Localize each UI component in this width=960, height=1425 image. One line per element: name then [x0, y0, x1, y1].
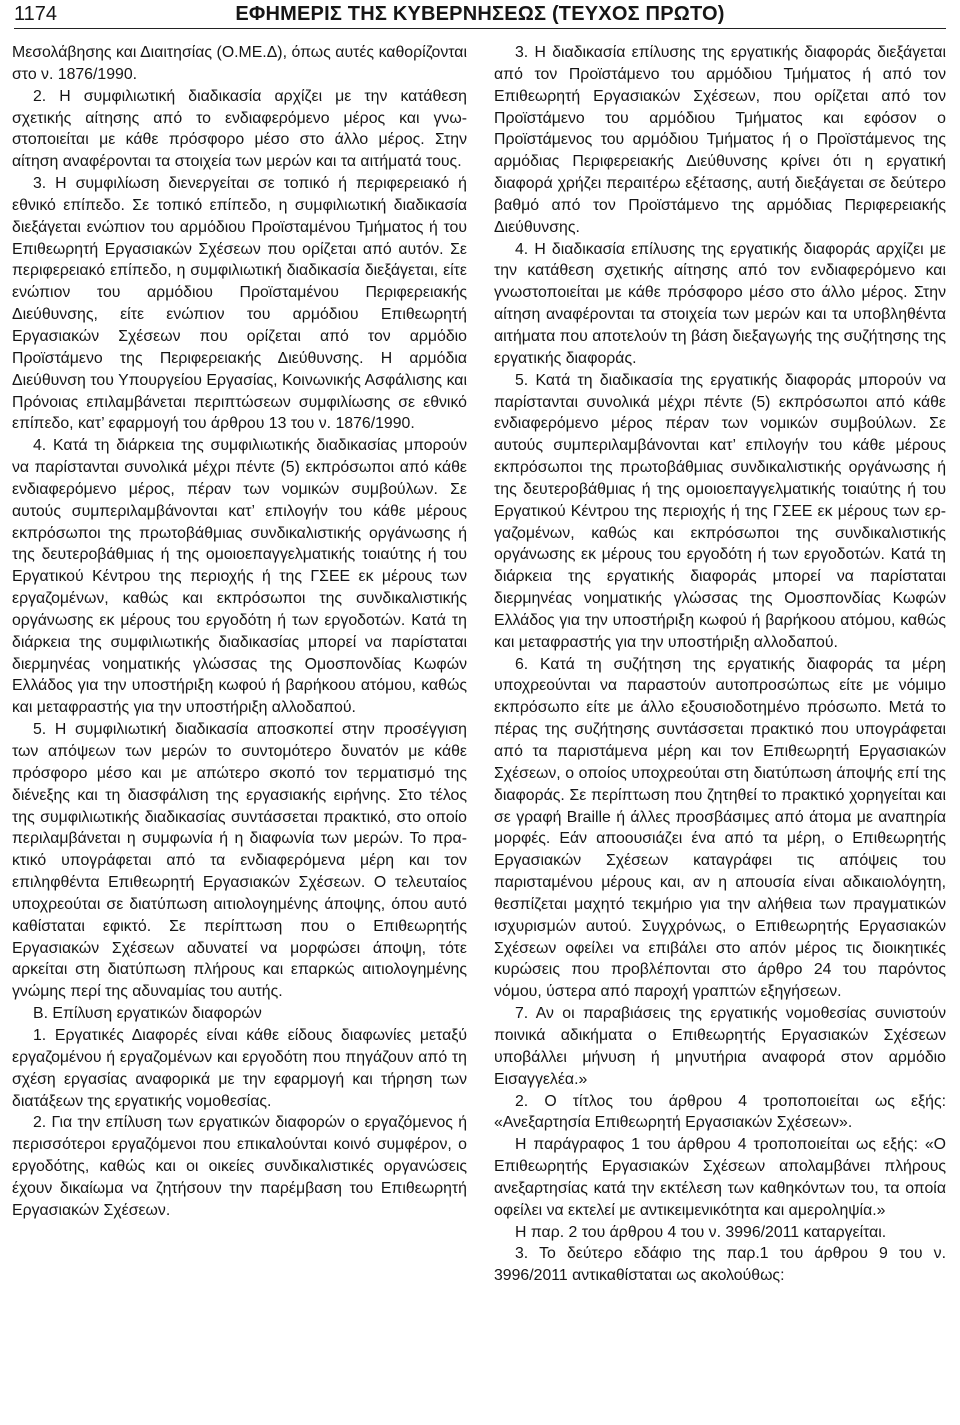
- paragraph: 2. Για την επίλυση των εργατικών διαφορών ο εργαζόμενος ή περισσότεροι εργαζόμενοι που επικαλούνται κοινό συμφέρον, ο εργοδότης, καθώς και οι οικείες συνδικαλιστικές οργανώσεις έχουν δικαίωμα να ζητήσουν την παρέμβαση του Επιθεωρητή Εργασιακών Σχέσεων.: [12, 1114, 467, 1219]
- paragraph: Μεσολάβησης και Διαιτησίας (Ο.ΜΕ.Δ), όπως αυτές καθορίζονται στο ν. 1876/1990.: [12, 44, 467, 83]
- left-column: [12, 42, 467, 1222]
- paragraph: 1. Εργατικές Διαφορές είναι κάθε είδους διαφωνίες μεταξύ εργαζομένου ή εργαζομένων και εργοδότη που πηγάζουν από τη σχέση εργασίας αναφορικά με την εφαρμογή και τήρηση των διατάξεων της εργατικής νομοθεσίας.: [12, 1026, 467, 1110]
- paragraph: 4. Η διαδικασία επίλυσης της εργατικής διαφοράς αρχίζει με την κατάθεση σχετικής αίτησης από τον ενδιαφερόμενο και γνωστοποιείται με κάθε πρόσφορο μέσο στο άλλο μέρος. Στην αίτηση αναφέρονται τα στοιχεία των μερών και τα υποβληθέντα αιτήματα που αποτελούν τη βάση διεξαγωγής της συζήτησης της εργατικής διαφοράς.: [494, 240, 946, 367]
- paragraph: 7. Αν οι παραβιάσεις της εργατικής νομοθεσίας συνιστούν ποινικά αδικήματα ο Επιθεωρητής Εργασιακών Σχέσεων υποβάλλει μήνυση ή μηνυτήρια αναφορά στον αρμόδιο Εισαγγελέα.»: [494, 1005, 946, 1088]
- paragraph: 5. Η συμφιλιωτική διαδικασία αποσκοπεί στην προσέγγιση των απόψεων των μερών το συντομότερο δυνατόν με κάθε πρόσφορο μέσο και με απώτερο σκοπό τον τερματισμό της διένεξης και τη διασφάλιση της εργασιακής ειρήνης. Στο τέλος της συμφιλιωτικής διαδικασίας συντάσσεται πρακτικό, στο οποίο περιλαμβάνεται η συμφωνία ή η διαφωνία των μερών. Το πρακτικό υπογράφεται από τα ενδιαφερόμενα μέρη και τον επιληφθέντα Επιθεωρητή Εργασιακών Σχέσεων. Ο τελευταίος υποχρεούται σε διατύπωση αιτιολογημένης άποψης, όπου αυτό καθίσταται εφικτό. Σε περίπτωση που ο Επιθεωρητής Εργασιακών Σχέσεων αδυνατεί να μορφώσει άποψη, τότε αρκείται στη διατύπωση πλήρους και επαρκώς αιτιολογημένης γνώμης περί της αδυναμίας του αυτής.: [12, 721, 467, 1001]
- paragraph: 4. Κατά τη διάρκεια της συμφιλιωτικής διαδικασίας μπορούν να παρίστανται συνολικά μέχρι πέντε (5) εκπρόσωποι από κάθε ενδιαφερόμενο μέρος, πέραν των νομικών συμβούλων. Σε αυτούς συμπεριλαμβάνονται κατ’ επιλογήν του κάθε μέρους εκπρόσωποι της πρωτοβάθμιας συνδικαλιστικής οργάνωσης ή της δευτεροβάθμιας ή της ομοιοεπαγγελματικής τοιαύτης ή του Εργατικού Κέντρου της περιοχής ή της ΓΣΕΕ εκ μέρους των εργαζομένων, καθώς και εκπρόσωποι της συνδικαλιστικής οργάνωσης εκ μέρους του εργοδότη ή των εργοδοτών. Κατά τη διάρκεια της συμφιλιωτικής διαδικασίας μπορεί να παρίσταται διερμηνέας νοηματικής γλώσσας της Ομοσπονδίας Κωφών Ελλάδος για την υποστήριξη κωφού ή βαρήκοου ατόμου, καθώς και μεταφραστής για την υποστήριξη αλλοδαπού.: [12, 437, 467, 717]
- paragraph: 2. Η συμφιλιωτική διαδικασία αρχίζει με την κατάθεση σχετικής αίτησης από το ενδιαφερόμενο μέρος και γνωστοποιείται με κάθε πρόσφορο μέσο στο άλλο μέρος. Στην αίτηση αναφέρονται τα στοιχεία των μερών και τα αιτήματά τους.: [12, 87, 467, 171]
- journal-title: ΕΦΗΜΕΡΙΣ ΤΗΣ ΚΥΒΕΡΝΗΣΕΩΣ (ΤΕΥΧΟΣ ΠΡΩΤΟ): [235, 3, 725, 25]
- paragraph: 3. Η συμφιλίωση διενεργείται σε τοπικό ή περιφερειακό ή εθνικό επίπεδο. Σε τοπικό επίπεδο, η συμφιλιωτική διαδικασία διεξάγεται ενώπιον του αρμόδιου Προϊσταμένου Τμήματος ή του Επιθεωρητή Εργασιακών Σχέσεων που ορίζεται από αυτόν. Σε περιφερειακό επίπεδο, η συμφιλιωτική διαδικασία διεξάγεται, είτε ενώπιον του αρμόδιου Προϊσταμένου Περιφερειακής Διεύθυνσης, είτε ενώπιον του αρμόδιου Επιθεωρητή Εργασιακών Σχέσεων που ορίζεται από τον αρμόδιο Προϊστάμενο της Περιφερειακής Διεύθυνσης. Η αρμόδια Διεύθυνση του Υπουργείου Εργασίας, Κοινωνικής Ασφάλισης και Πρόνοιας επιλαμβάνεται περιπτώσεων συμφιλίωσης σε εθνικό επίπεδο, κατ’ εφαρμογή του άρθρου 13 του ν. 1876/1990.: [12, 175, 467, 433]
- right-column: [494, 42, 946, 1287]
- paragraph: 3. Το δεύτερο εδάφιο της παρ.1 του άρθρου 9 του ν. 3996/2011 αντικαθίσταται ως ακολούθως:: [494, 1245, 946, 1285]
- page-header: [14, 2, 946, 29]
- paragraph: 2. Ο τίτλος του άρθρου 4 τροποποιείται ως εξής: «Ανεξαρτησία Επιθεωρητή Εργασιακών Σχέσεων».: [494, 1092, 946, 1132]
- paragraph: Η παράγραφος 1 του άρθρου 4 τροποποιείται ως εξής: «Ο Επιθεωρητής Εργασιακών Σχέσεων απολαμβάνει πλήρους ανεξαρτησίας κατά την εκτέλεση των καθηκόντων του, τα οποία οφείλει να εκτελεί με αντικειμενικότητα και αμεροληψία.»: [494, 1136, 946, 1219]
- paragraph: Η παρ. 2 του άρθρου 4 του ν. 3996/2011 καταργείται.: [515, 1223, 887, 1241]
- page-number: 1174: [14, 3, 58, 25]
- paragraph: 6. Κατά τη συζήτηση της εργατικής διαφοράς τα μέρη υποχρεούνται να παραστούν αυτοπροσώπως είτε με νόμιμο εκπρόσωπο είτε με άλλο εξουσιοδοτημένο πρόσωπο. Μετά το πέρας της συζήτησης συντάσσεται πρακτικό που υπογράφεται από τα παριστάμενα μέρη και τον Επιθεωρητή Εργασιακών Σχέσεων, ο οποίος υποχρεούται στη διατύπωση άποψής επί της διαφοράς. Σε περίπτωση που ζητηθεί το πρακτικό χορηγείται και σε γραφή Braille ή άλλες προσβάσιμες από άτομα με αναπηρία μορφές. Εάν αποουσιάζει ένα από τα μέρη, ο Επιθεωρητής Εργασιακών Σχέσεων καταγράφει τις απόψεις του παρισταμένου μέρους και, αν η απουσία είναι αδικαιολόγητη, θεσπίζεται μαχητό τεκμήριο για την αλήθεια των πραγματικών ισχυρισμών αυτού. Συγχρόνως, ο Επιθεωρητής Εργασιακών Σχέσεων οφείλει να επιβάλει στο απόν μέρος τις διοικητικές κυρώσεις που προβλέπονται στο άρθρο 24 του παρόντος νόμου, ύστερα από παροχή γραπτών εξηγήσεων.: [494, 655, 946, 1001]
- section-heading: Β. Επίλυση εργατικών διαφορών: [33, 1005, 262, 1023]
- paragraph: 5. Κατά τη διαδικασία της εργατικής διαφοράς μπορούν να παρίστανται συνολικά μέχρι πέντε (5) εκπρόσωποι από κάθε ενδιαφερόμενο μέρος πέραν των νομικών συμβούλων. Σε αυτούς συμπεριλαμβάνονται κατ’ επιλογήν του κάθε μέρους εκπρόσωποι της πρωτοβάθμιας συνδικαλιστικής οργάνωσης ή της δευτεροβάθμιας ή της ομοιοεπαγγελματικής τοιαύτης ή του Εργατικού Κέντρου της περιοχής ή της ΓΣΕΕ εκ μέρους των εργαζομένων, καθώς και εκπρόσωποι της συνδικαλιστικής οργάνωσης εκ μέρους του εργοδότη ή των εργοδοτών. Κατά τη διάρκεια της εργατικής διαφοράς μπορεί να παρίσταται διερμηνέας νοηματικής γλώσσας της Ομοσπονδίας Κωφών Ελλάδος για την υποστήριξη κωφού ή βαρήκοου ατόμου, καθώς και μεταφραστής για την υποστήριξη αλλοδαπού.: [494, 371, 946, 651]
- paragraph: 3. Η διαδικασία επίλυσης της εργατικής διαφοράς διεξάγεται από τον Προϊστάμενο του αρμόδιου Τμήματος ή από τον Επιθεωρητή Εργασιακών Σχέσεων, που ορίζεται από τον Προϊστάμενο του αρμόδιου Τμήματος και εφόσον ο Προϊστάμενος του αρμόδιου Τμήματος ή ο Προϊστάμενος της αρμόδιας Περιφερειακής Διεύθυνσης κρίνει ότι η εργατική διαφορά χρήζει περαιτέρω εξέτασης, αυτή διεξάγεται σε δεύτερο βαθμό από τον Προϊστάμενο της αρμόδιας Περιφερειακής Διεύθυνσης.: [494, 44, 946, 236]
